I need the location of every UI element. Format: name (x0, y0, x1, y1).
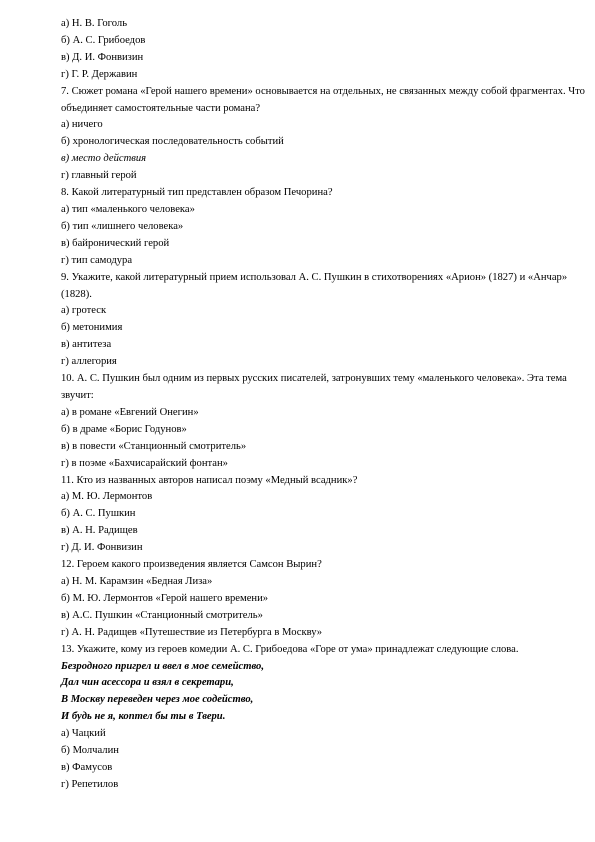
list-item: а) Н. В. Гоголь (61, 18, 128, 29)
answer-option: в) байронический герой (61, 237, 170, 249)
list-item: в) Д. И. Фонвизин (61, 51, 144, 63)
quote-line: Дал чин асессора и взял в секретари, (61, 677, 234, 689)
answer-option: г) Репетилов (61, 778, 119, 790)
answer-option: а) тип «маленького человека» (61, 204, 195, 215)
list-item: г) Г. Р. Державин (61, 68, 138, 80)
answer-option: б) тип «лишнего человека» (61, 220, 184, 232)
quote-line: В Москву переведен через мое содейство, (61, 694, 254, 706)
answer-option: в) А. Н. Радищев (61, 525, 138, 537)
question-11: 11. Кто из названных авторов написал поэму «Медный всадник»? (61, 474, 358, 486)
answer-option: г) А. Н. Радищев «Путешествие из Петербурга в Москву» (61, 626, 323, 638)
answer-option: б) хронологическая последовательность событий (61, 136, 284, 148)
answer-option: а) М. Ю. Лермонтов (61, 491, 153, 503)
answer-option: в) Фамусов (61, 761, 113, 773)
answer-option: г) тип самодура (61, 254, 133, 266)
answer-option: г) аллегория (61, 356, 117, 368)
answer-option: в) место действия (61, 153, 147, 165)
answer-option: а) ничего (61, 119, 103, 131)
answer-option: г) в поэме «Бахчисарайский фонтан» (61, 457, 228, 469)
document-page (61, 16, 591, 794)
question-12: 12. Героем какого произведения является Самсон Вырин? (61, 559, 322, 571)
answer-option: а) в романе «Евгений Онегин» (61, 406, 199, 418)
answer-option: б) Молчалин (61, 745, 119, 757)
question-7: 7. Сюжет романа «Герой нашего времени» основывается на отдельных, не связанных между собой фрагментах. Что объединяет самостоятельные части романа? (61, 85, 585, 114)
question-9: 9. Укажите, какой литературный прием использовал А. С. Пушкин в стихотворениях «Арион» (1827) и «Анчар» (1828). (61, 271, 568, 300)
answer-option: б) А. С. Пушкин (61, 508, 136, 520)
answer-option: б) метонимия (61, 322, 123, 334)
answer-option: б) в драме «Борис Годунов» (61, 423, 187, 435)
question-8: 8. Какой литературный тип представлен образом Печорина? (61, 187, 333, 199)
quote-line: И будь не я, коптел бы ты в Твери. (61, 711, 226, 723)
answer-option: а) Н. М. Карамзин «Бедная Лиза» (61, 576, 213, 587)
list-item: б) А. С. Грибоедов (61, 34, 146, 46)
answer-option: г) главный герой (61, 170, 137, 182)
quote-line: Безродного пригрел и ввел в мое семейство, (61, 660, 264, 672)
answer-option: а) гротеск (61, 305, 107, 317)
answer-option: в) антитеза (61, 339, 112, 351)
answer-option: г) Д. И. Фонвизин (61, 542, 143, 554)
answer-option: в) А.С. Пушкин «Станционный смотритель» (61, 609, 263, 621)
question-10: 10. А. С. Пушкин был одним из первых русских писателей, затронувших тему «маленького человека». Эта тема звучит: (61, 373, 567, 402)
answer-option: в) в повести «Станционный смотритель» (61, 440, 247, 452)
question-13: 13. Укажите, кому из героев комедии А. С. Грибоедова «Горе от ума» принадлежат следующие слова. (61, 643, 519, 655)
answer-option: б) М. Ю. Лермонтов «Герой нашего времени» (61, 592, 269, 604)
answer-option: а) Чацкий (61, 728, 106, 740)
